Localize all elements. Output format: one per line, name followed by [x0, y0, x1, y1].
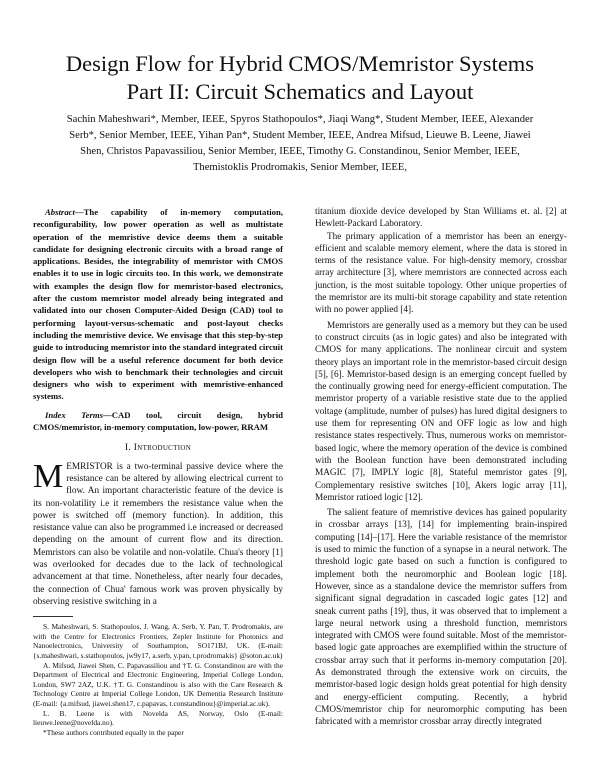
- right-paragraph-1: The primary application of a memristor has been an energy-efficient and scalable memory element, where the data is stored in terms of the resistance value. For high-density memory, crossbar array architecture [3], where memristors are connected across each junction, is the most suitable topology. Other unique properties of the memristor are its multi-bit storage capability and state retention with no power applied [4].: [315, 231, 567, 316]
- index-terms: [33, 409, 283, 434]
- right-paragraph-3: The salient feature of memristive devices has gained popularity in crossbar arrays [13], [14] for implementing brain-inspired computing [14]–[17]. Here the variable resistance of the memristor is used to mimic the function of a synapse in a neural network. The threshold logic gate based on such a function is configured to implement both the neuromorphic and Boolean logic [18]. However, since as a standalone device the memristor suffers from significant signal degradation in cascaded logic gates [12] and sneak current paths [19], thus, it was observed that to implement a large neural network using a threshold function, memristors integrated with CMOS were found suitable. Most of the memristor-based logic gate approaches are exemplified within the structure of crossbar array such that it performs in-memory computation [20]. As demonstrated through the extensive work on circuits, the memristor-based logic design holds great potential for high density and energy-efficient computing. Recently, a hybrid CMOS/memristor chip for neuromorphic computing has been fabricated with a memristor crossbar array directly integrated: [315, 508, 567, 728]
- section-heading-introduction: [33, 442, 283, 454]
- paper-title-line-1: Design Flow for Hybrid CMOS/Memristor Systems: [65, 51, 535, 76]
- author-line-4: Themistoklis Prodromakis, Senior Member, IEEE,: [192, 162, 408, 173]
- section-number: I.: [124, 443, 132, 454]
- left-column: [33, 206, 283, 737]
- footnote-divider: [33, 616, 73, 617]
- right-paragraph-2: Memristors are generally used as a memory but they can be used to construct circuits (as in logic gates) and also be integrated with CMOS for many applications. The nonlinear circuit and system theory plays an important role in the memristor-based circuit design [5], [6]. Memristor-based design is an emerging concept fuelled by the continually growing need for energy-efficient computation. The memristor property of a variable resistive state due to the applied voltage (amplitude, number of pulses) has lured digital designers to use them for representing ON and OFF logic as low and high resistance states respectively. Thus, numerous works on memristor-based logic, where the memory operation of the device is combined with the Boolean function have been demonstrated including MAGIC [7], IMPLY logic [8], Stateful memristor gates [9], Complementary resistive switches [10], Akers logic array [11], Memristor ratioed logic [12].: [315, 320, 567, 503]
- paper-title-line-2: Part II: Circuit Schematics and Layout: [126, 79, 474, 104]
- footnote-affiliation-southampton: S. Maheshwari, S. Stathopoulos, J. Wang, A. Serb, Y. Pan, T. Prodromakis, are with the Centre for Electronics Frontiers, Zepler Institute for Photonics and Nanoelectronics, University of Southampton, SO171BJ, UK. (E-mail: {s.maheshwari, s.stathopoulos, jw9y17, a.serb, y.pan, t.prodromakis} @soton.ac.uk): [33, 622, 283, 660]
- author-line-1: Sachin Maheshwari*, Member, IEEE, Spyros Stathopoulos*, Jiaqi Wang*, Student Member, IEEE, Alexander: [66, 114, 534, 125]
- author-list: [26, 112, 574, 176]
- footnote-affiliation-novelda: L. B. Leene is with Novelda AS, Norway, Oslo (E-mail: lieuwe.leene@novelda.no).: [33, 708, 283, 728]
- author-line-2: Serb*, Senior Member, IEEE, Yihan Pan*, Student Member, IEEE, Andrea Mifsud, Lieuwe B. Leene, Jiawei: [69, 130, 531, 141]
- intro-paragraph: [33, 457, 283, 609]
- section-title: Introduction: [133, 443, 192, 454]
- right-paragraph-0: titanium dioxide device developed by Stan Williams et. al. [2] at Hewlett-Packard Laboratory.: [315, 207, 567, 230]
- intro-text: is a two-terminal passive device where the resistance can be altered by allowing electrical current to flow. An important characteristic feature of the device is its non-volatility i.e it remembers the resistance value when the power is switched off (memory function). In addition, this resistance value can also be programmed i.e increased or decreased depending on the amount of current flow and its direction. Memristors can also be volatile and non-volatile. Chua's theory [1] was overlooked for decades due to the lack of technological advancement at that time. Nonetheless, after nearly four decades, the connection of Chua' famous work was proven physically by observing resistive switching in a: [33, 461, 283, 607]
- drop-cap: M: [33, 457, 64, 495]
- index-terms-text: —CAD tool, circuit design, hybrid CMOS/memristor, in-memory computation, low-power, RRAM: [33, 409, 283, 433]
- right-column: [315, 206, 567, 728]
- abstract-text: —The capability of in-memory computation, reconfigurability, low power operation as well as multistate operation of the memristive device deems them a suitable candidate for designing electronic circuits with a broad range of applications. Besides, the integrability of memristor with CMOS enables it to use in logic circuits too. In this work, we demonstrate with examples the design flow for memristor-based electronics, after the custom memristor model already being integrated and validated into our chosen Computer-Aided Design (CAD) tool to performing layout-versus-schematic and post-layout checks including the memristive device. We envisage that this step-by-step guide to introducing memristor into the standard integrated circuit design flow will be a useful reference document for both device developers who wish to benchmark their technologies and circuit designers who wish to experiment with memristive-enhanced systems.: [33, 207, 283, 402]
- author-line-3: Shen, Christos Papavassiliou, Senior Member, IEEE, Timothy G. Constandinou, Senior Member, IEEE,: [80, 146, 520, 157]
- footnote-equal-contribution: *These authors contributed equally in the paper: [43, 727, 184, 737]
- intro-first-word: EMRISTOR: [66, 461, 113, 472]
- abstract-label: Abstract: [45, 207, 75, 217]
- footnote-affiliation-imperial: A. Mifsud, Jiawei Shen, C. Papavassiliou and †T. G. Constandinou are with the Department of Electrical and Electronic Engineering, Imperial College London, London, SW7 2AZ, U.K. †T. G. Constandinou is also with the Care Research & Technology Centre at Imperial College London, UK Dementia Research Institute (E-mail: {a.mifsud, jiawei.shen17, c.papavas, t.constandinou}@imperial.ac.uk).: [33, 660, 283, 708]
- index-terms-label: Index Terms: [45, 409, 103, 420]
- abstract: [33, 206, 283, 403]
